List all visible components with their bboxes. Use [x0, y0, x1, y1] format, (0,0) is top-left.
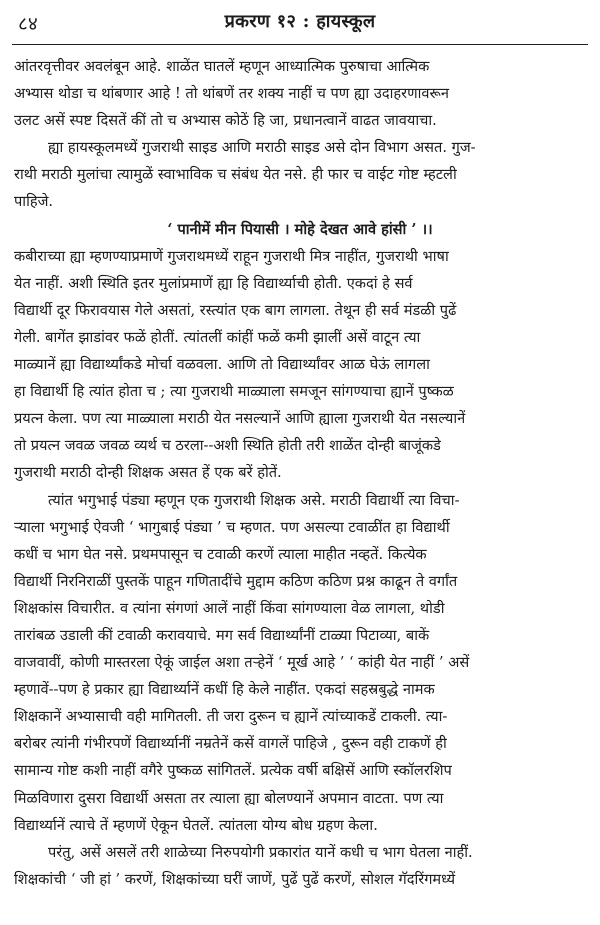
text-line: उलट असें स्पष्ट दिसतें कीं तो च अभ्यास कोठें हि जा, प्रधानत्वानें वाढत जावयाचा. [14, 112, 437, 130]
text-line: पाहिजे. [14, 193, 54, 211]
page-header [12, 0, 588, 45]
chapter-title: प्रकरण १२ : हायस्कूल [224, 11, 376, 32]
text-line: गुजराथी मराठी दोन्ही शिक्षक असत हें एक बरें होतें. [14, 464, 282, 482]
text-line: त्यांत भगुभाई पंड्या म्हणून एक गुजराथी शिक्षक असे. मराठी विद्यार्थी त्या विचा- [48, 491, 460, 509]
text-line: माळ्यानें ह्या विद्यार्थ्यांकडे मोर्चा वळवला. आणि तो विद्यार्थ्यांवर आळ घेऊं लागला [14, 356, 430, 374]
text-line: र्‍याला भगुभाई ऐवजी ‘ भागुबाई पंड्या ’ च म्हणत. पण असल्या टवाळींत हा विद्यार्थी [14, 518, 450, 536]
text-line: येत नाहीं. अशी स्थिति इतर मुलांप्रमाणें ह्या हि विद्यार्थ्याची होती. एकदां हे सर्व [14, 274, 413, 292]
text-line: प्रयत्न केला. पण त्या माळ्याला मराठी येत नसल्यानें आणि ह्याला गुजराथी येत नसल्यानें [14, 410, 466, 428]
paragraph [14, 243, 586, 487]
text-line: हा विद्यार्थी हि त्यांत होता च ; त्या गुजराथी माळ्याला समजून सांगण्याचा ह्यानें पुष्कळ [14, 383, 454, 401]
page-number: ८४ [18, 13, 38, 35]
text-line: म्हणावें--पण हे प्रकार ह्या विद्यार्थ्यानें कधीं हि केले नाहींत. एकदां सहस्रबुद्धे नामक [14, 681, 435, 699]
paragraph [14, 839, 586, 893]
text-line: शिक्षकांस विचारीत. व त्यांना संगणां आलें नाहीं किंवा सांगण्याला वेळ लागला, थोडी [14, 599, 445, 617]
text-line: तारांबळ उडाली कीं टवाळी करावयाचे. मग सर्व विद्यार्थ्यांनीं टाळ्या पिटाव्या, बाकें [14, 626, 430, 644]
text-line: आंतरवृत्तीवर अवलंबून आहे. शाळेंत घातलें म्हणून आध्यात्मिक पुरुषाचा आत्मिक [14, 58, 430, 75]
text-line: गेली. बागेंत झाडांवर फळें होतीं. त्यांतलीं कांहीं फळें कमी झालीं असें वाटून त्या [14, 328, 421, 346]
text-line: कबीराच्या ह्या म्हणण्याप्रमाणें गुजराथमध्यें राहून गुजराथी मित्र नाहींत, गुजराथी भाषा [14, 247, 449, 265]
text-line: परंतु, असें असलें तरी शाळेच्या निरुपयोगी प्रकारांत यानें कधी च भाग घेतला नाहीं. [48, 843, 473, 861]
quote-line: ‘ पानीमें मीन पियासी । मोहे देखत आवे हांसी ’ ।। [167, 220, 433, 238]
text-line: सामान्य गोष्ट कशी नाहीं वगैरे पुष्कळ सांगितलें. प्रत्येक वर्षी बक्षिसें आणि स्कॉलरशिप [14, 762, 452, 780]
text-line: विद्यार्थी निरनिराळीं पुस्तकें पाहून गणितादींचे मुद्दाम कठिण कठिण प्रश्न काढून ते वर्गांत [14, 572, 458, 590]
text-line: मिळविणारा दुसरा विद्यार्थी असता तर त्याला ह्या बोलण्यानें अपमान वाटता. पण त्या [14, 789, 444, 807]
paragraph [14, 53, 586, 134]
text-line: वाजवावीं, कोणी मास्तरला ऐकूं जाईल अशा तऱ्हेनें ‘ मूर्ख आहे ’ ‘ कांही येत नाहीं ’ असें [14, 654, 470, 672]
text-line: राथी मराठी मुलांचा त्यामुळें स्वाभाविक च संबंध येत नसे. ही फार च वाईट गोष्ट म्हटली [14, 166, 457, 184]
paragraph [14, 134, 586, 215]
text-line: अभ्यास थोडा च थांबणार आहे ! तो थांबणें तर शक्य नाहीं च पण ह्या उदाहरणावरून [14, 85, 449, 103]
text-line: तो प्रयत्न जवळ जवळ व्यर्थ च ठरला--अशी स्थिति होती तरी शाळेंत दोन्ही बाजूंकडे [14, 437, 441, 455]
body-text [14, 53, 586, 893]
text-line: शिक्षकांची ‘ जी हां ’ करणें, शिक्षकांच्या घरीं जाणें, पुढें पुढें करणें, सोशल गॅदरिंगमध्यें [14, 870, 456, 888]
text-line: विद्यार्थी दूर फिरावयास गेले असतां, रस्त्यांत एक बाग लागला. तेथून ही सर्व मंडळी पुढें [14, 301, 457, 319]
paragraph [14, 487, 586, 839]
paragraph [14, 216, 586, 243]
text-line: बरोबर त्यांनी गंभीरपणें विद्यार्थ्यानीं नम्रतेनें कसें वागलें पाहिजे , दुरून वही टाकणें ही [14, 735, 447, 753]
text-line: कधीं च भाग घेत नसे. प्रथमपासून च टवाळी करणें त्याला माहीत नव्हतें. कित्येक [14, 545, 427, 563]
text-line: शिक्षकानें अभ्यासाची वही मागितली. ती जरा दुरून च ह्यानें त्यांच्याकडें टाकली. त्या- [14, 708, 448, 726]
text-line: विद्यार्थ्यानें त्याचे तें म्हणणें ऐकून घेतलें. त्यांतला योग्य बोध ग्रहण केला. [14, 816, 378, 834]
text-line: ह्या हायस्कूलमध्यें गुजराथी साइड आणि मराठी साइड असे दोन विभाग असत. गुज- [48, 139, 476, 157]
